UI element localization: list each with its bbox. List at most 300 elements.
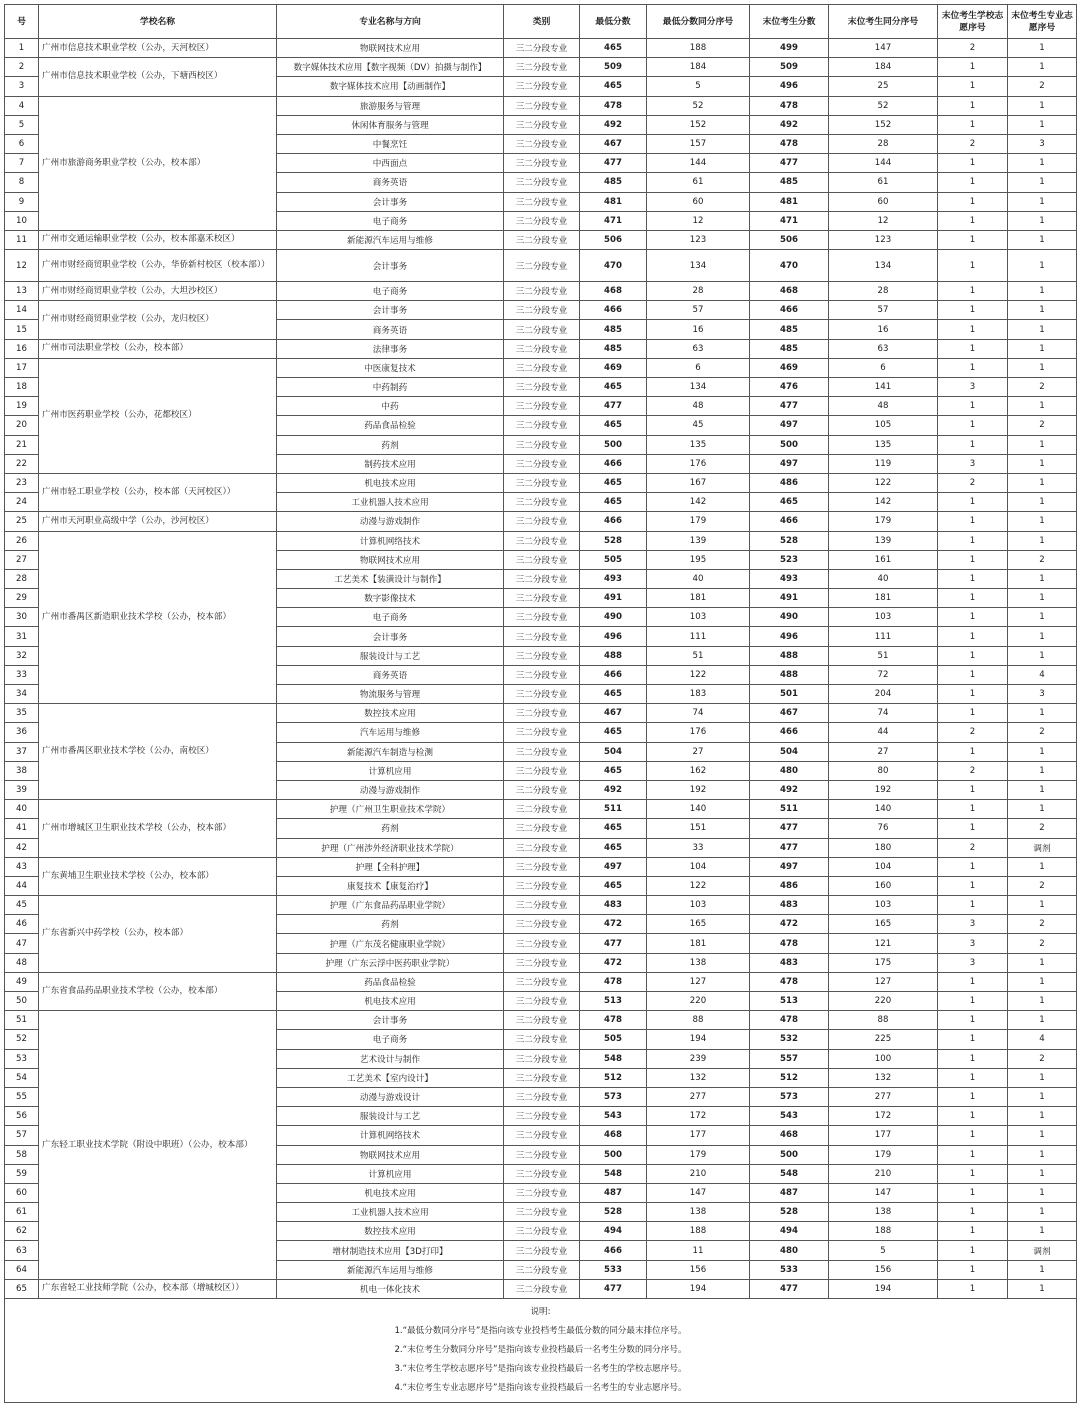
major-choice-cell: 2 <box>1008 934 1077 953</box>
row-number-cell: 40 <box>5 800 39 819</box>
major-choice-cell: 2 <box>1008 416 1077 435</box>
last-score-cell: 466 <box>750 723 829 742</box>
min-score-rank-cell: 103 <box>647 896 750 915</box>
major-name-cell: 旅游服务与管理 <box>277 96 504 115</box>
row-number-cell: 21 <box>5 435 39 454</box>
min-score-rank-cell: 194 <box>647 1279 750 1298</box>
major-name-cell: 新能源汽车运用与维修 <box>277 1260 504 1279</box>
row-number-cell: 64 <box>5 1260 39 1279</box>
school-choice-cell: 1 <box>938 1260 1008 1279</box>
min-score-cell: 492 <box>580 115 647 134</box>
row-number-cell: 23 <box>5 473 39 492</box>
major-name-cell: 会计事务 <box>277 301 504 320</box>
min-score-rank-cell: 177 <box>647 1126 750 1145</box>
col-header-major-choice: 末位考生专业志愿序号 <box>1008 5 1077 39</box>
notes-title: 说明: <box>530 1307 551 1317</box>
min-score-cell: 469 <box>580 358 647 377</box>
major-choice-cell: 1 <box>1008 646 1077 665</box>
min-score-cell: 497 <box>580 857 647 876</box>
last-score-rank-cell: 142 <box>829 493 938 512</box>
last-score-cell: 480 <box>750 761 829 780</box>
major-name-cell: 康复技术【康复治疗】 <box>277 876 504 895</box>
min-score-rank-cell: 122 <box>647 665 750 684</box>
last-score-rank-cell: 141 <box>829 378 938 397</box>
category-cell: 三二分段专业 <box>504 58 580 77</box>
row-number-cell: 58 <box>5 1145 39 1164</box>
major-name-cell: 艺术设计与制作 <box>277 1049 504 1068</box>
row-number-cell: 4 <box>5 96 39 115</box>
school-choice-cell: 1 <box>938 416 1008 435</box>
major-choice-cell: 1 <box>1008 1011 1077 1030</box>
category-cell: 三二分段专业 <box>504 1260 580 1279</box>
category-cell: 三二分段专业 <box>504 992 580 1011</box>
major-name-cell: 计算机网络技术 <box>277 1126 504 1145</box>
row-number-cell: 24 <box>5 493 39 512</box>
category-cell: 三二分段专业 <box>504 435 580 454</box>
last-score-rank-cell: 225 <box>829 1030 938 1049</box>
major-choice-cell: 1 <box>1008 1203 1077 1222</box>
category-cell: 三二分段专业 <box>504 704 580 723</box>
row-number-cell: 42 <box>5 838 39 857</box>
major-choice-cell: 2 <box>1008 723 1077 742</box>
min-score-cell: 509 <box>580 58 647 77</box>
min-score-cell: 472 <box>580 953 647 972</box>
school-choice-cell: 1 <box>938 627 1008 646</box>
last-score-rank-cell: 111 <box>829 627 938 646</box>
last-score-rank-cell: 16 <box>829 320 938 339</box>
row-number-cell: 18 <box>5 378 39 397</box>
row-number-cell: 54 <box>5 1068 39 1087</box>
min-score-rank-cell: 123 <box>647 230 750 249</box>
last-score-cell: 483 <box>750 953 829 972</box>
school-choice-cell: 1 <box>938 1222 1008 1241</box>
min-score-rank-cell: 33 <box>647 838 750 857</box>
school-name-cell: 广东省食品药品职业技术学校（公办，校本部） <box>39 972 277 1010</box>
note-item-4: 4.“末位考生专业志愿序号”是指向该专业投档最后一名考生的专业志愿序号。 <box>394 1383 687 1393</box>
last-score-rank-cell: 184 <box>829 58 938 77</box>
table-row <box>5 972 1077 991</box>
last-score-rank-cell: 72 <box>829 665 938 684</box>
school-choice-cell: 1 <box>938 96 1008 115</box>
last-score-cell: 477 <box>750 397 829 416</box>
min-score-rank-cell: 181 <box>647 589 750 608</box>
category-cell: 三二分段专业 <box>504 512 580 531</box>
school-choice-cell: 1 <box>938 339 1008 358</box>
min-score-rank-cell: 134 <box>647 250 750 282</box>
category-cell: 三二分段专业 <box>504 134 580 153</box>
min-score-cell: 466 <box>580 454 647 473</box>
row-number-cell: 38 <box>5 761 39 780</box>
major-choice-cell: 1 <box>1008 282 1077 301</box>
major-name-cell: 数控技术应用 <box>277 704 504 723</box>
last-score-cell: 557 <box>750 1049 829 1068</box>
last-score-cell: 471 <box>750 211 829 230</box>
school-name-cell: 广州市财经商贸职业学校（公办，龙归校区） <box>39 301 277 339</box>
min-score-rank-cell: 138 <box>647 1203 750 1222</box>
min-score-cell: 494 <box>580 1222 647 1241</box>
row-number-cell: 32 <box>5 646 39 665</box>
min-score-cell: 467 <box>580 134 647 153</box>
min-score-rank-cell: 60 <box>647 192 750 211</box>
major-name-cell: 计算机应用 <box>277 1164 504 1183</box>
min-score-cell: 492 <box>580 780 647 799</box>
min-score-rank-cell: 61 <box>647 173 750 192</box>
admission-score-table <box>4 4 1077 1403</box>
last-score-cell: 512 <box>750 1068 829 1087</box>
row-number-cell: 52 <box>5 1030 39 1049</box>
major-choice-cell: 1 <box>1008 1068 1077 1087</box>
row-number-cell: 30 <box>5 608 39 627</box>
major-choice-cell: 1 <box>1008 1222 1077 1241</box>
school-choice-cell: 3 <box>938 915 1008 934</box>
category-cell: 三二分段专业 <box>504 1183 580 1202</box>
major-name-cell: 护理（广东茂名健康职业学院） <box>277 934 504 953</box>
min-score-rank-cell: 139 <box>647 531 750 550</box>
row-number-cell: 65 <box>5 1279 39 1298</box>
major-choice-cell: 2 <box>1008 876 1077 895</box>
major-choice-cell: 1 <box>1008 608 1077 627</box>
min-score-cell: 548 <box>580 1049 647 1068</box>
min-score-cell: 496 <box>580 627 647 646</box>
min-score-rank-cell: 176 <box>647 454 750 473</box>
col-header-school-choice: 末位考生学校志愿序号 <box>938 5 1008 39</box>
school-name-cell: 广州市信息技术职业学校（公办，下塘西校区） <box>39 58 277 96</box>
major-name-cell: 中药 <box>277 397 504 416</box>
last-score-cell: 513 <box>750 992 829 1011</box>
category-cell: 三二分段专业 <box>504 1203 580 1222</box>
last-score-cell: 478 <box>750 134 829 153</box>
min-score-cell: 468 <box>580 282 647 301</box>
last-score-rank-cell: 122 <box>829 473 938 492</box>
category-cell: 三二分段专业 <box>504 77 580 96</box>
last-score-rank-cell: 88 <box>829 1011 938 1030</box>
major-choice-cell: 1 <box>1008 493 1077 512</box>
last-score-cell: 533 <box>750 1260 829 1279</box>
min-score-rank-cell: 103 <box>647 608 750 627</box>
last-score-cell: 511 <box>750 800 829 819</box>
last-score-cell: 477 <box>750 838 829 857</box>
last-score-cell: 472 <box>750 915 829 934</box>
min-score-rank-cell: 45 <box>647 416 750 435</box>
last-score-cell: 469 <box>750 358 829 377</box>
major-name-cell: 数控技术应用 <box>277 1222 504 1241</box>
school-name-cell: 广州市增城区卫生职业技术学校（公办，校本部） <box>39 800 277 858</box>
school-choice-cell: 3 <box>938 934 1008 953</box>
major-name-cell: 法律事务 <box>277 339 504 358</box>
category-cell: 三二分段专业 <box>504 857 580 876</box>
last-score-cell: 501 <box>750 685 829 704</box>
category-cell: 三二分段专业 <box>504 1126 580 1145</box>
major-name-cell: 动漫与游戏制作 <box>277 512 504 531</box>
min-score-rank-cell: 104 <box>647 857 750 876</box>
last-score-rank-cell: 165 <box>829 915 938 934</box>
min-score-rank-cell: 147 <box>647 1183 750 1202</box>
major-name-cell: 中餐烹饪 <box>277 134 504 153</box>
min-score-rank-cell: 134 <box>647 378 750 397</box>
min-score-rank-cell: 277 <box>647 1087 750 1106</box>
school-choice-cell: 1 <box>938 531 1008 550</box>
last-score-cell: 500 <box>750 435 829 454</box>
major-choice-cell: 1 <box>1008 589 1077 608</box>
row-number-cell: 39 <box>5 780 39 799</box>
last-score-rank-cell: 181 <box>829 589 938 608</box>
major-name-cell: 护理（广东云浮中医药职业学院） <box>277 953 504 972</box>
last-score-cell: 532 <box>750 1030 829 1049</box>
major-choice-cell: 1 <box>1008 339 1077 358</box>
category-cell: 三二分段专业 <box>504 1030 580 1049</box>
row-number-cell: 63 <box>5 1241 39 1260</box>
min-score-cell: 487 <box>580 1183 647 1202</box>
table-row <box>5 339 1077 358</box>
last-score-rank-cell: 192 <box>829 780 938 799</box>
table-row <box>5 800 1077 819</box>
last-score-rank-cell: 104 <box>829 857 938 876</box>
last-score-cell: 476 <box>750 378 829 397</box>
table-body <box>5 39 1077 1299</box>
row-number-cell: 29 <box>5 589 39 608</box>
school-choice-cell: 1 <box>938 230 1008 249</box>
major-choice-cell: 1 <box>1008 761 1077 780</box>
category-cell: 三二分段专业 <box>504 934 580 953</box>
school-name-cell: 广东省新兴中药学校（公办，校本部） <box>39 896 277 973</box>
category-cell: 三二分段专业 <box>504 915 580 934</box>
min-score-rank-cell: 165 <box>647 915 750 934</box>
last-score-cell: 496 <box>750 77 829 96</box>
table-row <box>5 301 1077 320</box>
major-choice-cell: 1 <box>1008 320 1077 339</box>
row-number-cell: 9 <box>5 192 39 211</box>
min-score-cell: 466 <box>580 301 647 320</box>
school-name-cell: 广州市番禺区职业技术学校（公办，南校区） <box>39 704 277 800</box>
major-choice-cell: 1 <box>1008 192 1077 211</box>
min-score-rank-cell: 48 <box>647 397 750 416</box>
last-score-rank-cell: 25 <box>829 77 938 96</box>
min-score-cell: 477 <box>580 1279 647 1298</box>
major-name-cell: 电子商务 <box>277 1030 504 1049</box>
last-score-cell: 490 <box>750 608 829 627</box>
last-score-cell: 466 <box>750 301 829 320</box>
min-score-rank-cell: 11 <box>647 1241 750 1260</box>
school-choice-cell: 1 <box>938 1145 1008 1164</box>
major-choice-cell: 1 <box>1008 1126 1077 1145</box>
major-choice-cell: 4 <box>1008 665 1077 684</box>
school-name-cell: 广州市旅游商务职业学校（公办，校本部） <box>39 96 277 230</box>
min-score-cell: 468 <box>580 1126 647 1145</box>
min-score-rank-cell: 181 <box>647 934 750 953</box>
min-score-cell: 485 <box>580 320 647 339</box>
major-name-cell: 工业机器人技术应用 <box>277 1203 504 1222</box>
school-choice-cell: 1 <box>938 1011 1008 1030</box>
category-cell: 三二分段专业 <box>504 550 580 569</box>
last-score-rank-cell: 123 <box>829 230 938 249</box>
min-score-cell: 472 <box>580 915 647 934</box>
row-number-cell: 48 <box>5 953 39 972</box>
category-cell: 三二分段专业 <box>504 320 580 339</box>
last-score-cell: 497 <box>750 857 829 876</box>
last-score-cell: 481 <box>750 192 829 211</box>
school-name-cell: 广州市司法职业学校（公办，校本部） <box>39 339 277 358</box>
major-name-cell: 药品食品检验 <box>277 972 504 991</box>
last-score-rank-cell: 103 <box>829 608 938 627</box>
col-header-last-score: 末位考生分数 <box>750 5 829 39</box>
last-score-rank-cell: 172 <box>829 1107 938 1126</box>
note-item-3: 3.“末位考生学校志愿序号”是指向该专业投档最后一名考生的学校志愿序号。 <box>394 1364 687 1374</box>
last-score-cell: 493 <box>750 569 829 588</box>
school-name-cell: 广州市天河职业高级中学（公办，沙河校区） <box>39 512 277 531</box>
min-score-cell: 505 <box>580 550 647 569</box>
major-name-cell: 新能源汽车运用与维修 <box>277 230 504 249</box>
last-score-rank-cell: 210 <box>829 1164 938 1183</box>
major-name-cell: 中医康复技术 <box>277 358 504 377</box>
category-cell: 三二分段专业 <box>504 627 580 646</box>
category-cell: 三二分段专业 <box>504 972 580 991</box>
major-name-cell: 会计事务 <box>277 192 504 211</box>
row-number-cell: 33 <box>5 665 39 684</box>
school-choice-cell: 3 <box>938 454 1008 473</box>
min-score-cell: 467 <box>580 704 647 723</box>
major-choice-cell: 1 <box>1008 250 1077 282</box>
major-name-cell: 物流服务与管理 <box>277 685 504 704</box>
major-choice-cell: 1 <box>1008 301 1077 320</box>
note-item-2: 2.“末位考生分数同分序号”是指向该专业投档最后一名考生分数的同分序号。 <box>394 1345 687 1355</box>
category-cell: 三二分段专业 <box>504 96 580 115</box>
min-score-rank-cell: 156 <box>647 1260 750 1279</box>
school-choice-cell: 1 <box>938 1126 1008 1145</box>
school-choice-cell: 1 <box>938 800 1008 819</box>
min-score-cell: 528 <box>580 531 647 550</box>
row-number-cell: 49 <box>5 972 39 991</box>
school-choice-cell: 1 <box>938 569 1008 588</box>
min-score-cell: 465 <box>580 473 647 492</box>
school-choice-cell: 1 <box>938 992 1008 1011</box>
col-header-school: 学校名称 <box>39 5 277 39</box>
min-score-cell: 493 <box>580 569 647 588</box>
last-score-cell: 497 <box>750 416 829 435</box>
row-number-cell: 46 <box>5 915 39 934</box>
last-score-cell: 548 <box>750 1164 829 1183</box>
last-score-rank-cell: 277 <box>829 1087 938 1106</box>
major-choice-cell: 1 <box>1008 115 1077 134</box>
school-choice-cell: 1 <box>938 397 1008 416</box>
major-name-cell: 机电一体化技术 <box>277 1279 504 1298</box>
min-score-cell: 505 <box>580 1030 647 1049</box>
major-name-cell: 中西面点 <box>277 154 504 173</box>
last-score-rank-cell: 139 <box>829 531 938 550</box>
major-name-cell: 机电技术应用 <box>277 1183 504 1202</box>
major-choice-cell: 2 <box>1008 77 1077 96</box>
table-row <box>5 358 1077 377</box>
min-score-cell: 477 <box>580 934 647 953</box>
min-score-cell: 504 <box>580 742 647 761</box>
min-score-rank-cell: 63 <box>647 339 750 358</box>
row-number-cell: 17 <box>5 358 39 377</box>
category-cell: 三二分段专业 <box>504 1279 580 1298</box>
last-score-rank-cell: 40 <box>829 569 938 588</box>
min-score-cell: 512 <box>580 1068 647 1087</box>
major-choice-cell: 2 <box>1008 550 1077 569</box>
min-score-rank-cell: 40 <box>647 569 750 588</box>
last-score-cell: 477 <box>750 1279 829 1298</box>
last-score-cell: 492 <box>750 780 829 799</box>
last-score-rank-cell: 105 <box>829 416 938 435</box>
row-number-cell: 43 <box>5 857 39 876</box>
school-choice-cell: 3 <box>938 953 1008 972</box>
min-score-rank-cell: 188 <box>647 39 750 58</box>
min-score-cell: 483 <box>580 896 647 915</box>
last-score-rank-cell: 76 <box>829 819 938 838</box>
major-choice-cell: 1 <box>1008 972 1077 991</box>
school-choice-cell: 1 <box>938 646 1008 665</box>
last-score-cell: 492 <box>750 115 829 134</box>
category-cell: 三二分段专业 <box>504 589 580 608</box>
col-header-major: 专业名称与方向 <box>277 5 504 39</box>
school-choice-cell: 1 <box>938 665 1008 684</box>
major-name-cell: 数字影像技术 <box>277 589 504 608</box>
major-choice-cell: 1 <box>1008 397 1077 416</box>
school-choice-cell: 1 <box>938 1164 1008 1183</box>
last-score-rank-cell: 12 <box>829 211 938 230</box>
last-score-rank-cell: 179 <box>829 512 938 531</box>
min-score-rank-cell: 192 <box>647 780 750 799</box>
major-name-cell: 物联网技术应用 <box>277 550 504 569</box>
last-score-cell: 509 <box>750 58 829 77</box>
min-score-cell: 543 <box>580 1107 647 1126</box>
row-number-cell: 37 <box>5 742 39 761</box>
admission-table-container <box>4 4 1076 1403</box>
category-cell: 三二分段专业 <box>504 876 580 895</box>
min-score-cell: 465 <box>580 77 647 96</box>
school-name-cell: 广东轻工职业技术学院（附设中职班）（公办，校本部） <box>39 1011 277 1280</box>
min-score-cell: 533 <box>580 1260 647 1279</box>
min-score-rank-cell: 5 <box>647 77 750 96</box>
table-row <box>5 39 1077 58</box>
last-score-cell: 499 <box>750 39 829 58</box>
major-name-cell: 计算机应用 <box>277 761 504 780</box>
min-score-cell: 488 <box>580 646 647 665</box>
col-header-category: 类别 <box>504 5 580 39</box>
min-score-rank-cell: 132 <box>647 1068 750 1087</box>
min-score-rank-cell: 142 <box>647 493 750 512</box>
major-choice-cell: 1 <box>1008 800 1077 819</box>
major-name-cell: 会计事务 <box>277 627 504 646</box>
category-cell: 三二分段专业 <box>504 1107 580 1126</box>
min-score-rank-cell: 138 <box>647 953 750 972</box>
school-name-cell: 广东黄埔卫生职业技术学校（公办，校本部） <box>39 857 277 895</box>
major-name-cell: 工艺美术【室内设计】 <box>277 1068 504 1087</box>
min-score-rank-cell: 239 <box>647 1049 750 1068</box>
school-choice-cell: 1 <box>938 58 1008 77</box>
last-score-cell: 485 <box>750 173 829 192</box>
last-score-rank-cell: 160 <box>829 876 938 895</box>
major-choice-cell: 1 <box>1008 211 1077 230</box>
row-number-cell: 55 <box>5 1087 39 1106</box>
category-cell: 三二分段专业 <box>504 416 580 435</box>
last-score-cell: 483 <box>750 896 829 915</box>
category-cell: 三二分段专业 <box>504 173 580 192</box>
min-score-rank-cell: 176 <box>647 723 750 742</box>
min-score-rank-cell: 167 <box>647 473 750 492</box>
row-number-cell: 26 <box>5 531 39 550</box>
min-score-rank-cell: 111 <box>647 627 750 646</box>
major-name-cell: 电子商务 <box>277 608 504 627</box>
major-choice-cell: 1 <box>1008 992 1077 1011</box>
row-number-cell: 51 <box>5 1011 39 1030</box>
major-choice-cell: 3 <box>1008 685 1077 704</box>
row-number-cell: 27 <box>5 550 39 569</box>
min-score-cell: 465 <box>580 838 647 857</box>
major-choice-cell: 调剂 <box>1008 1241 1077 1260</box>
table-row <box>5 857 1077 876</box>
